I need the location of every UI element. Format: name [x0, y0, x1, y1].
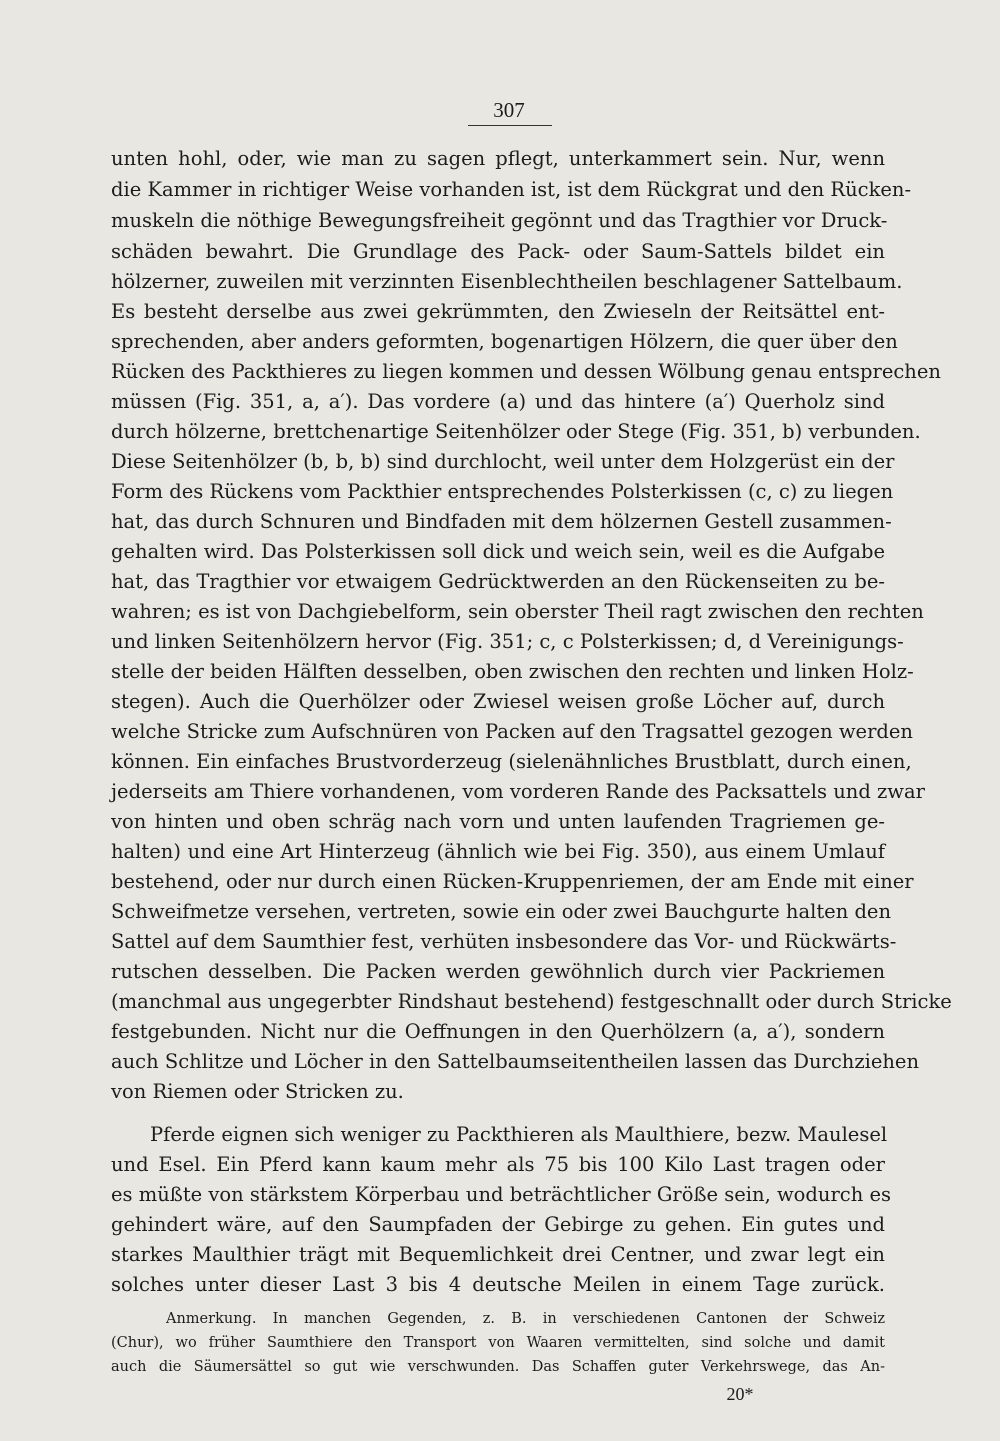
text-line: (manchmal aus ungegerbter Rindshaut bestehend) festgeschnallt oder durch Stricke [111, 990, 952, 1013]
footnote-line: auch die Säumersättel so gut wie verschwunden. Das Schaffen guter Verkehrswege, das An- [111, 1359, 885, 1375]
text-line: Schweifmetze versehen, vertreten, sowie ein oder zwei Bauchgurte halten den [111, 900, 892, 923]
text-line: solches unter dieser Last 3 bis 4 deutsche Meilen in einem Tage zurück. [111, 1273, 885, 1296]
text-line: und Esel. Ein Pferd kann kaum mehr als 75 bis 100 Kilo Last tragen oder [111, 1153, 885, 1176]
text-line: durch hölzerne, brettchenartige Seitenhölzer oder Stege (Fig. 351, b) verbunden. [111, 420, 921, 443]
text-line: Rücken des Packthieres zu liegen kommen und dessen Wölbung genau entsprechen [111, 360, 941, 383]
text-line: stelle der beiden Hälften desselben, oben zwischen den rechten und linken Holz- [111, 660, 914, 683]
text-line: können. Ein einfaches Brustvorderzeug (sielenähnliches Brustblatt, durch einen, [111, 750, 912, 773]
text-line: wahren; es ist von Dachgiebelform, sein oberster Theil ragt zwischen den rechten [111, 600, 924, 623]
text-line: welche Stricke zum Aufschnüren von Packen auf den Tragsattel gezogen werden [111, 720, 913, 743]
text-line: Diese Seitenhölzer (b, b, b) sind durchlocht, weil unter dem Holzgerüst ein der [111, 450, 895, 473]
text-line: von hinten und oben schräg nach vorn und unten laufenden Tragriemen ge- [111, 810, 885, 833]
footnote-line: (Chur), wo früher Saumthiere den Transport von Waaren vermittelten, sind solche und damit [111, 1335, 885, 1351]
text-line: Sattel auf dem Saumthier fest, verhüten insbesondere das Vor- und Rückwärts- [111, 930, 897, 953]
text-line: gehindert wäre, auf den Saumpfaden der Gebirge zu gehen. Ein gutes und [111, 1213, 885, 1236]
text-line: hat, das durch Schnuren und Bindfaden mit dem hölzernen Gestell zusammen- [111, 510, 892, 533]
text-line: Pferde eignen sich weniger zu Packthieren als Maulthiere, bezw. Maulesel [150, 1123, 888, 1146]
text-line: schäden bewahrt. Die Grundlage des Pack- oder Saum-Sattels bildet ein [111, 240, 885, 263]
printer-signature-mark: 20* [726, 1384, 754, 1404]
text-line: muskeln die nöthige Bewegungsfreiheit gegönnt und das Tragthier vor Druck- [111, 209, 888, 232]
text-line: festgebunden. Nicht nur die Oeffnungen in den Querhölzern (a, a′), sondern [111, 1020, 885, 1043]
text-line: Es besteht derselbe aus zwei gekrümmten, den Zwieseln der Reitsättel ent- [111, 300, 885, 323]
page-number: 307 [493, 98, 525, 122]
text-line: hat, das Tragthier vor etwaigem Gedrücktwerden an den Rückenseiten zu be- [111, 570, 885, 593]
footnote-line: Anmerkung. In manchen Gegenden, z. B. in verschiedenen Cantonen der Schweiz [166, 1311, 885, 1327]
text-line: müssen (Fig. 351, a, a′). Das vordere (a) und das hintere (a′) Querholz sind [111, 390, 885, 413]
text-line: rutschen desselben. Die Packen werden gewöhnlich durch vier Packriemen [111, 960, 885, 983]
text-line: von Riemen oder Stricken zu. [111, 1080, 404, 1103]
text-line: jederseits am Thiere vorhandenen, vom vorderen Rande des Packsattels und zwar [111, 780, 925, 803]
text-line: auch Schlitze und Löcher in den Sattelbaumseitentheilen lassen das Durchziehen [111, 1050, 920, 1073]
text-line: gehalten wird. Das Polsterkissen soll dick und weich sein, weil es die Aufgabe [111, 540, 885, 563]
text-line: bestehend, oder nur durch einen Rücken-Kruppenriemen, der am Ende mit einer [111, 870, 914, 893]
text-line: es müßte von stärkstem Körperbau und beträchtlicher Größe sein, wodurch es [111, 1183, 891, 1206]
text-line: Form des Rückens vom Packthier entsprechendes Polsterkissen (c, c) zu liegen [111, 480, 894, 503]
text-line: stegen). Auch die Querhölzer oder Zwiesel weisen große Löcher auf, durch [111, 690, 885, 713]
text-line: halten) und eine Art Hinterzeug (ähnlich wie bei Fig. 350), aus einem Umlauf [111, 840, 885, 863]
text-line: die Kammer in richtiger Weise vorhanden ist, ist dem Rückgrat und den Rücken- [111, 178, 912, 201]
header-rule [468, 125, 552, 126]
text-line: sprechenden, aber anders geformten, bogenartigen Hölzern, die quer über den [111, 330, 898, 353]
text-line: unten hohl, oder, wie man zu sagen pflegt, unterkammert sein. Nur, wenn [111, 147, 885, 170]
text-line: hölzerner, zuweilen mit verzinnten Eisenblechtheilen beschlagener Sattelbaum. [111, 270, 903, 293]
text-line: und linken Seitenhölzern hervor (Fig. 351; c, c Polsterkissen; d, d Vereinigungs- [111, 630, 904, 653]
text-line: starkes Maulthier trägt mit Bequemlichkeit drei Centner, und zwar legt ein [111, 1243, 885, 1266]
